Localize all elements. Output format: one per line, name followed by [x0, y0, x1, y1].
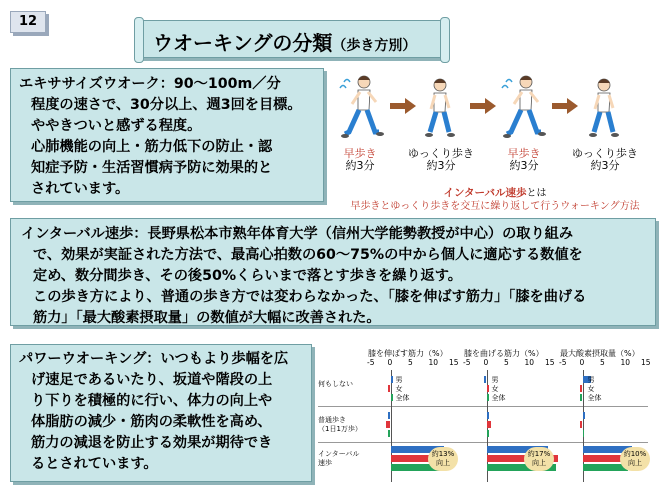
chart-improvement-badge	[428, 447, 458, 471]
chart-separator	[318, 406, 648, 407]
chart-legend-label: 男	[587, 376, 595, 384]
pace-label-minutes: 約3分	[590, 159, 620, 172]
chart-bar	[391, 376, 393, 383]
chart-tick-label: 5	[408, 358, 413, 367]
chart-tick-label: 15	[641, 358, 651, 367]
chart-tick-label: 0	[387, 358, 393, 367]
chart-badge-text: 約13%	[431, 450, 455, 458]
chart-legend-label: 全体	[587, 394, 602, 402]
chart-legend-label: 全体	[491, 394, 506, 402]
chart-bar	[580, 385, 582, 392]
chart-tick-label: 5	[504, 358, 509, 367]
chart-tick-label: -5	[463, 358, 471, 367]
chart-improvement-badge	[620, 447, 650, 471]
power-walk-line: 体脂肪の減少・筋肉の柔軟性を高め、	[31, 414, 272, 430]
pace-label	[340, 148, 380, 172]
pace-label	[406, 148, 476, 172]
chart-legend-label: 男	[395, 376, 403, 384]
chart-bar	[487, 430, 489, 437]
exercise-walk-panel	[10, 68, 324, 202]
chart-bar	[487, 421, 491, 428]
chart-bar	[580, 394, 582, 401]
caption-text: 早歩きとゆっくり歩きを交互に繰り返して行うウォーキング方法	[350, 201, 640, 212]
chart-badge-text: 向上	[532, 459, 546, 467]
power-walk-panel	[10, 344, 312, 482]
chart-panel-title: 膝を曲げる筋力（%）	[464, 349, 544, 358]
chart-group-label: インターバル 速歩	[318, 450, 360, 467]
exercise-walk-line: ややきついと感ずる程度。	[31, 118, 202, 134]
chart-bar	[583, 455, 624, 462]
chart-tick-label: 15	[545, 358, 555, 367]
walker-figure-icon	[582, 76, 626, 146]
chart-group-label: 何もしない	[318, 380, 353, 388]
chart-bar	[388, 412, 390, 419]
chart-badge-text: 向上	[436, 459, 450, 467]
chart-tick-label: 10	[524, 358, 535, 367]
chart-bar	[487, 385, 489, 392]
interval-walk-line: この歩き方により、普通の歩き方では変わらなかった、「膝を伸ばす筋力」「膝を曲げる	[33, 289, 587, 305]
pace-label-minutes: 約3分	[426, 159, 456, 172]
pace-label-minutes: 約3分	[509, 159, 539, 172]
interval-walk-line: 定め、数分間歩き、その後50%くらいまで落とす歩きを繰り返す。	[33, 268, 462, 284]
page-title	[153, 27, 416, 56]
interval-walk-caption	[330, 187, 660, 213]
chart-badge-text: 約17%	[527, 450, 551, 458]
chart-bar	[391, 394, 393, 401]
right-arrow-icon	[470, 98, 496, 114]
power-walk-line: 筋力の減退を防止する効果が期待でき	[31, 435, 273, 451]
pace-label	[504, 148, 544, 172]
chart-tick-label: 5	[600, 358, 605, 367]
chart-bar	[583, 412, 585, 419]
interval-walk-panel	[10, 218, 656, 326]
right-arrow-icon	[390, 98, 416, 114]
chart-tick-label: -5	[367, 358, 375, 367]
walker-figure-icon	[418, 76, 462, 146]
interval-walk-line: で、効果が実証された方法で、最高心拍数の60～75%の中から個人に適応する数値を	[33, 247, 583, 263]
power-walk-line: パワーウオーキング：いつもより歩幅を広	[19, 351, 289, 367]
chart-separator	[318, 442, 648, 443]
pace-label-name: 早歩き	[507, 147, 541, 160]
chart-panel-title: 膝を伸ばす筋力（%）	[368, 349, 448, 358]
chart-improvement-badge	[524, 447, 554, 471]
pace-label-minutes: 約3分	[345, 159, 375, 172]
walker-figure-icon	[338, 72, 386, 146]
chart-tick-label: 0	[579, 358, 585, 367]
pace-label-name: ゆっくり歩き	[572, 147, 638, 160]
chart-bar	[583, 430, 585, 437]
chart-tick-label: 15	[449, 358, 459, 367]
pace-label-name: 早歩き	[343, 147, 377, 160]
chart-bar	[484, 376, 486, 383]
title-banner	[140, 20, 444, 58]
chart-bar	[487, 412, 489, 419]
power-walk-line: るとされています。	[31, 456, 158, 472]
title-main: ウオーキングの分類	[153, 31, 333, 55]
chart-bar	[388, 385, 390, 392]
walker-figure-icon	[500, 72, 548, 146]
chart-group-label: 普通歩き （1日1万歩）	[318, 416, 362, 433]
chart-legend-label: 全体	[395, 394, 410, 402]
chart-badge-text: 向上	[628, 459, 642, 467]
chart-bar	[487, 394, 489, 401]
exercise-walk-line: 心肺機能の向上・筋力低下の防止・認	[31, 139, 273, 155]
chart-bar	[386, 421, 390, 428]
chart-bar	[580, 421, 582, 428]
chart-badge-text: 約10%	[623, 450, 647, 458]
caption-title: インターバル速歩	[443, 187, 527, 199]
exercise-walk-line: エキササイズウオーク：90～100m／分	[19, 76, 281, 92]
chart-tick-label: 10	[428, 358, 439, 367]
title-sub: （歩き方別）	[332, 38, 417, 54]
chart-legend-label: 女	[395, 385, 403, 393]
caption-title-suffix: とは	[526, 188, 547, 199]
exercise-walk-line: されています。	[31, 181, 130, 197]
chart-legend-label: 男	[491, 376, 499, 384]
chart-tick-label: 0	[483, 358, 489, 367]
chart-tick-label: 10	[620, 358, 631, 367]
chart-tick-label: -5	[559, 358, 567, 367]
page-number: 12	[10, 11, 46, 33]
muscle-improvement-chart	[318, 346, 658, 486]
exercise-walk-line: 知症予防・生活習慣病予防に効果的と	[31, 160, 273, 176]
chart-panel-title: 最大酸素摂取量（%）	[560, 349, 640, 358]
pace-label-name: ゆっくり歩き	[408, 147, 474, 160]
chart-legend-label: 女	[587, 385, 595, 393]
chart-legend-label: 女	[491, 385, 499, 393]
exercise-walk-line: 程度の速さで、30分以上、週3回を目標。	[31, 97, 302, 113]
pace-label	[570, 148, 640, 172]
power-walk-line: り下りを積極的に行い、体力の向上や	[31, 393, 273, 409]
interval-walk-line: インターバル速歩：長野県松本市熟年体育大学（信州大学能勢教授が中心）の取り組み	[21, 226, 574, 242]
interval-walk-line: 筋力」「最大酸素摂取量」の数値が大幅に改善された。	[33, 310, 381, 326]
power-walk-line: げ速足であるいたり、坂道や階段の上	[31, 372, 273, 388]
chart-bar	[388, 430, 390, 437]
right-arrow-icon	[552, 98, 578, 114]
